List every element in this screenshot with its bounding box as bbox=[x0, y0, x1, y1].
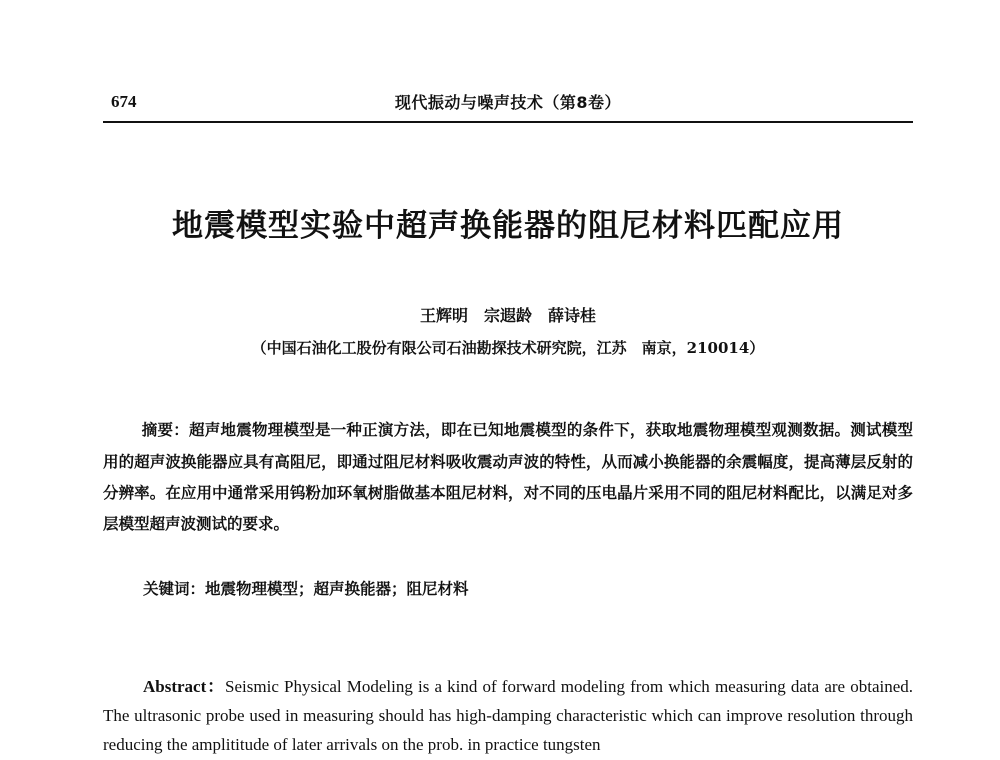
chinese-abstract-text: 超声地震物理模型是一种正演方法，即在已知地震模型的条件下，获取地震物理模型观测数据。测试模型用的超声波换能器应具有高阻尼，即通过阻尼材料吸收震动声波的特性，从而减小换能器的余震幅度，提高薄层反射的分辨率。在应用中通常采用钨粉加环氧树脂做基本阻尼材料，对不同的压电晶片采用不同的阻尼材料配比，以满足对多层模型超声波测试的要求。 bbox=[103, 420, 913, 533]
english-abstract bbox=[103, 672, 913, 759]
chinese-keywords bbox=[143, 577, 469, 599]
header-rule bbox=[103, 121, 913, 123]
chinese-abstract bbox=[103, 414, 913, 539]
english-abstract-text: Seismic Physical Modeling is a kind of forward modeling from which measuring data are obtained. The ultrasonic probe used in measuring should has high-damping characteristic which can improve resolution through reducing the amplititude of later arrivals on the prob. in practice tungsten bbox=[103, 677, 914, 754]
chinese-keywords-text: 地震物理模型；超声换能器；阻尼材料 bbox=[205, 579, 469, 598]
affiliation: （中国石油化工股份有限公司石油勘探技术研究院，江苏 南京，210014） bbox=[251, 339, 765, 357]
running-header bbox=[103, 88, 913, 118]
english-abstract-separator: ： bbox=[206, 677, 226, 696]
chinese-keywords-label: 关键词： bbox=[143, 580, 206, 598]
english-abstract-label: Abstract bbox=[143, 677, 207, 696]
page-number: 674 bbox=[111, 92, 137, 111]
authors: 王辉明 宗遐龄 薛诗桂 bbox=[419, 306, 596, 325]
paper-title: 地震模型实验中超声换能器的阻尼材料匹配应用 bbox=[172, 208, 844, 244]
journal-title: 现代振动与噪声技术（第8卷） bbox=[394, 93, 622, 112]
chinese-abstract-label: 摘要： bbox=[141, 421, 189, 439]
